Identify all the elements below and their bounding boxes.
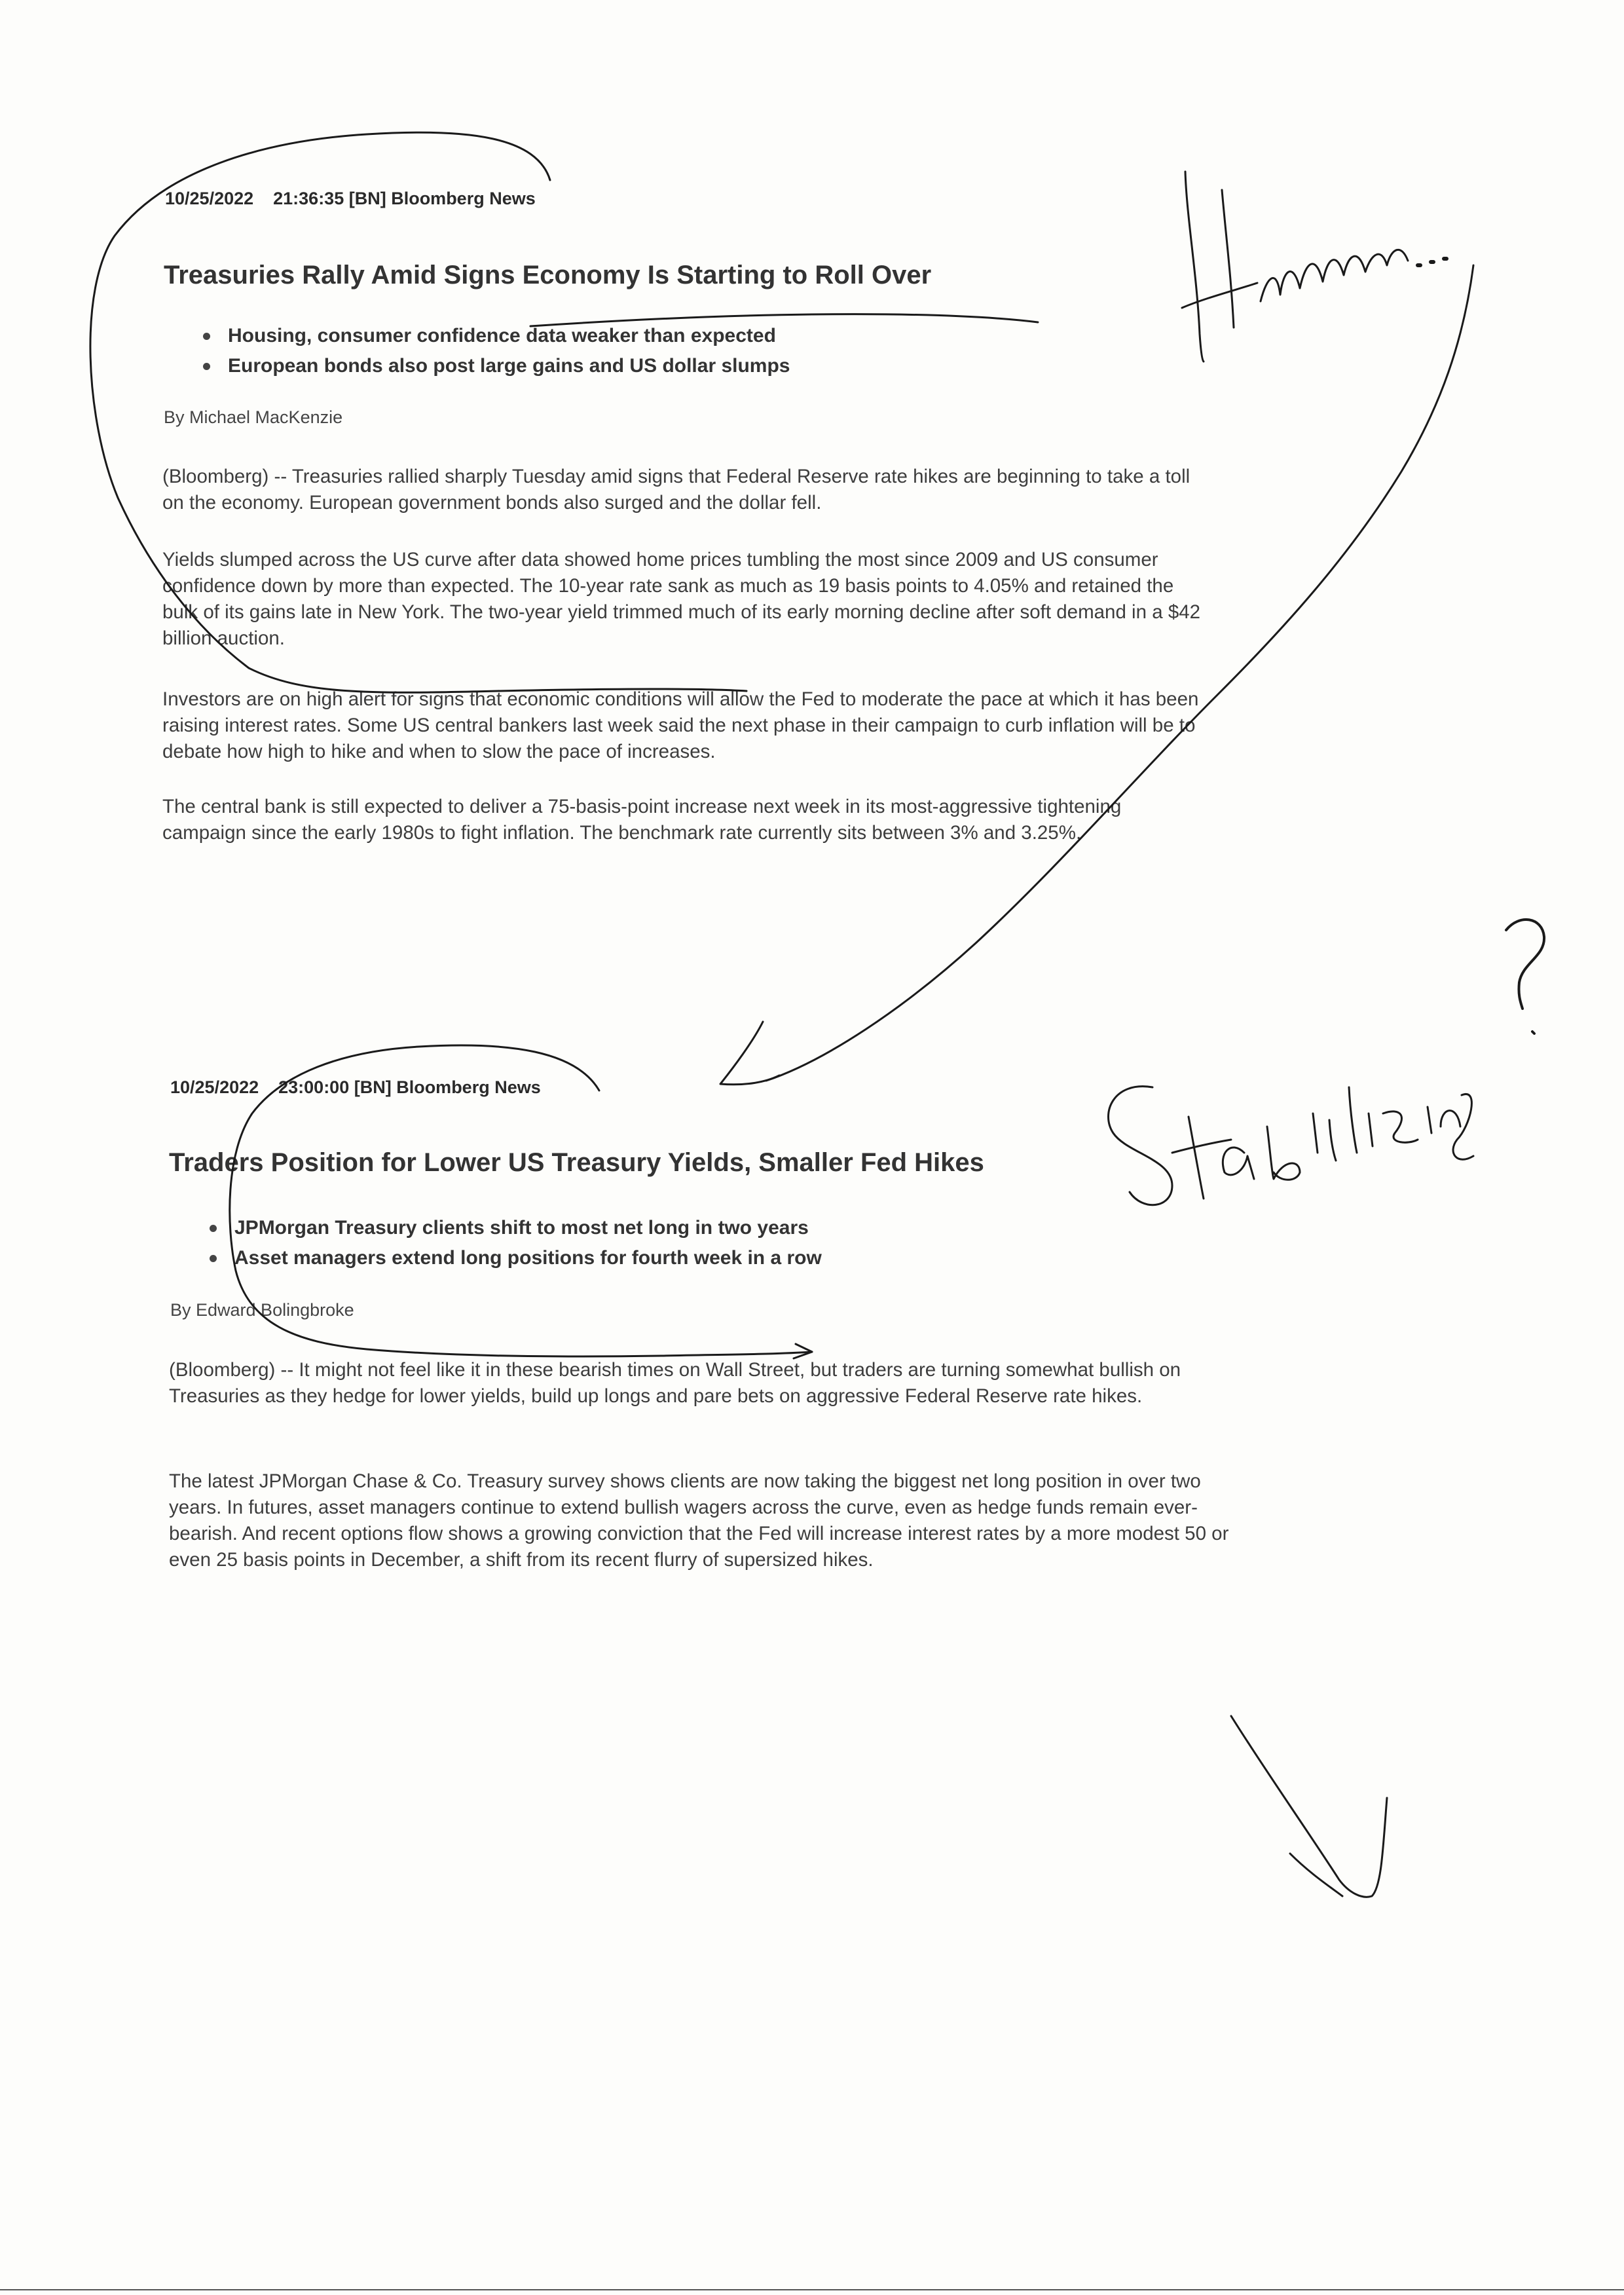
summary-bullet: JPMorgan Treasury clients shift to most net long in two years	[207, 1213, 822, 1243]
ink-letters-ilizing	[1313, 1087, 1473, 1161]
ink-letter-H	[1182, 283, 1257, 308]
ink-tick	[1290, 1854, 1342, 1896]
ink-letter-H	[1222, 190, 1234, 327]
summary-bullet: Asset managers extend long positions for fourth week in a row	[207, 1243, 822, 1273]
arrow-head-icon	[720, 1022, 779, 1085]
ink-letter-S	[1109, 1087, 1173, 1205]
ink-letter-H	[1185, 172, 1204, 362]
article-paragraph: Yields slumped across the US curve after data showed home prices tumbling the most since 2009 and US consumer confidence down by more than expected. The 10-year rate sank as much as 19 basis points to 4.05% and retained the bulk of its gains late in New York. The two-year yield trimmed much of its early morning decline after soft demand in a $42 billion auction.	[162, 549, 1201, 649]
article-byline: By Michael MacKenzie	[164, 407, 343, 427]
ink-connector-line	[766, 265, 1473, 1081]
summary-bullets	[207, 1213, 822, 1273]
summary-bullet: European bonds also post large gains and US dollar slumps	[200, 351, 790, 381]
summary-bullets	[200, 321, 790, 381]
article-dateline: 10/25/2022 23:00:00 [BN] Bloomberg News	[170, 1077, 541, 1097]
summary-bullet: Housing, consumer confidence data weaker than expected	[200, 321, 790, 351]
ink-letters-ab	[1223, 1127, 1300, 1180]
article-headline: Traders Position for Lower US Treasury Yields, Smaller Fed Hikes	[169, 1148, 984, 1177]
article-paragraph: (Bloomberg) -- Treasuries rallied sharply Tuesday amid signs that Federal Reserve rate hikes are beginning to take a toll on the economy. European government bonds also surged and the dollar fell.	[162, 466, 1190, 513]
checkmark-icon	[1231, 1716, 1387, 1897]
ink-hmm-scribble	[1261, 250, 1408, 301]
article-paragraph: The central bank is still expected to deliver a 75-basis-point increase next week in its most-aggressive tightening campaign since the early 1980s to fight inflation. The benchmark rate currently sits between 3% and 3.25%.	[162, 796, 1122, 844]
ink-question-mark	[1506, 920, 1544, 1034]
article-paragraph: (Bloomberg) -- It might not feel like it in these bearish times on Wall Street, but traders are turning somewhat bullish on Treasuries as they hedge for lower yields, build up longs and pare bets on aggressive Federal Reserve rate hikes.	[169, 1359, 1181, 1407]
article-paragraph: The latest JPMorgan Chase & Co. Treasury survey shows clients are now taking the biggest net long position in over two years. In futures, asset managers continue to extend bullish wagers across the curve, even as hedge funds remain ever-bearish. And recent options flow shows a growing conviction that the Fed will increase interest rates by a more modest 50 or even 25 basis points in December, a shift from its recent flurry of supersized hikes.	[169, 1470, 1229, 1571]
article-dateline: 10/25/2022 21:36:35 [BN] Bloomberg News	[165, 189, 536, 208]
article-byline: By Edward Bolingbroke	[170, 1300, 354, 1320]
article-headline: Treasuries Rally Amid Signs Economy Is Starting to Roll Over	[164, 261, 932, 289]
article-paragraph: Investors are on high alert for signs that economic conditions will allow the Fed to moderate the pace at which it has been raising interest rates. Some US central bankers last week said the next phase in their campaign to curb inflation will be to debate how high to hike and when to slow the pace of increases.	[162, 688, 1199, 762]
arrow-head-icon	[794, 1344, 812, 1358]
ink-dots	[1418, 259, 1447, 265]
ink-letter-t	[1172, 1117, 1231, 1199]
page-bottom-rule	[0, 2289, 1624, 2290]
